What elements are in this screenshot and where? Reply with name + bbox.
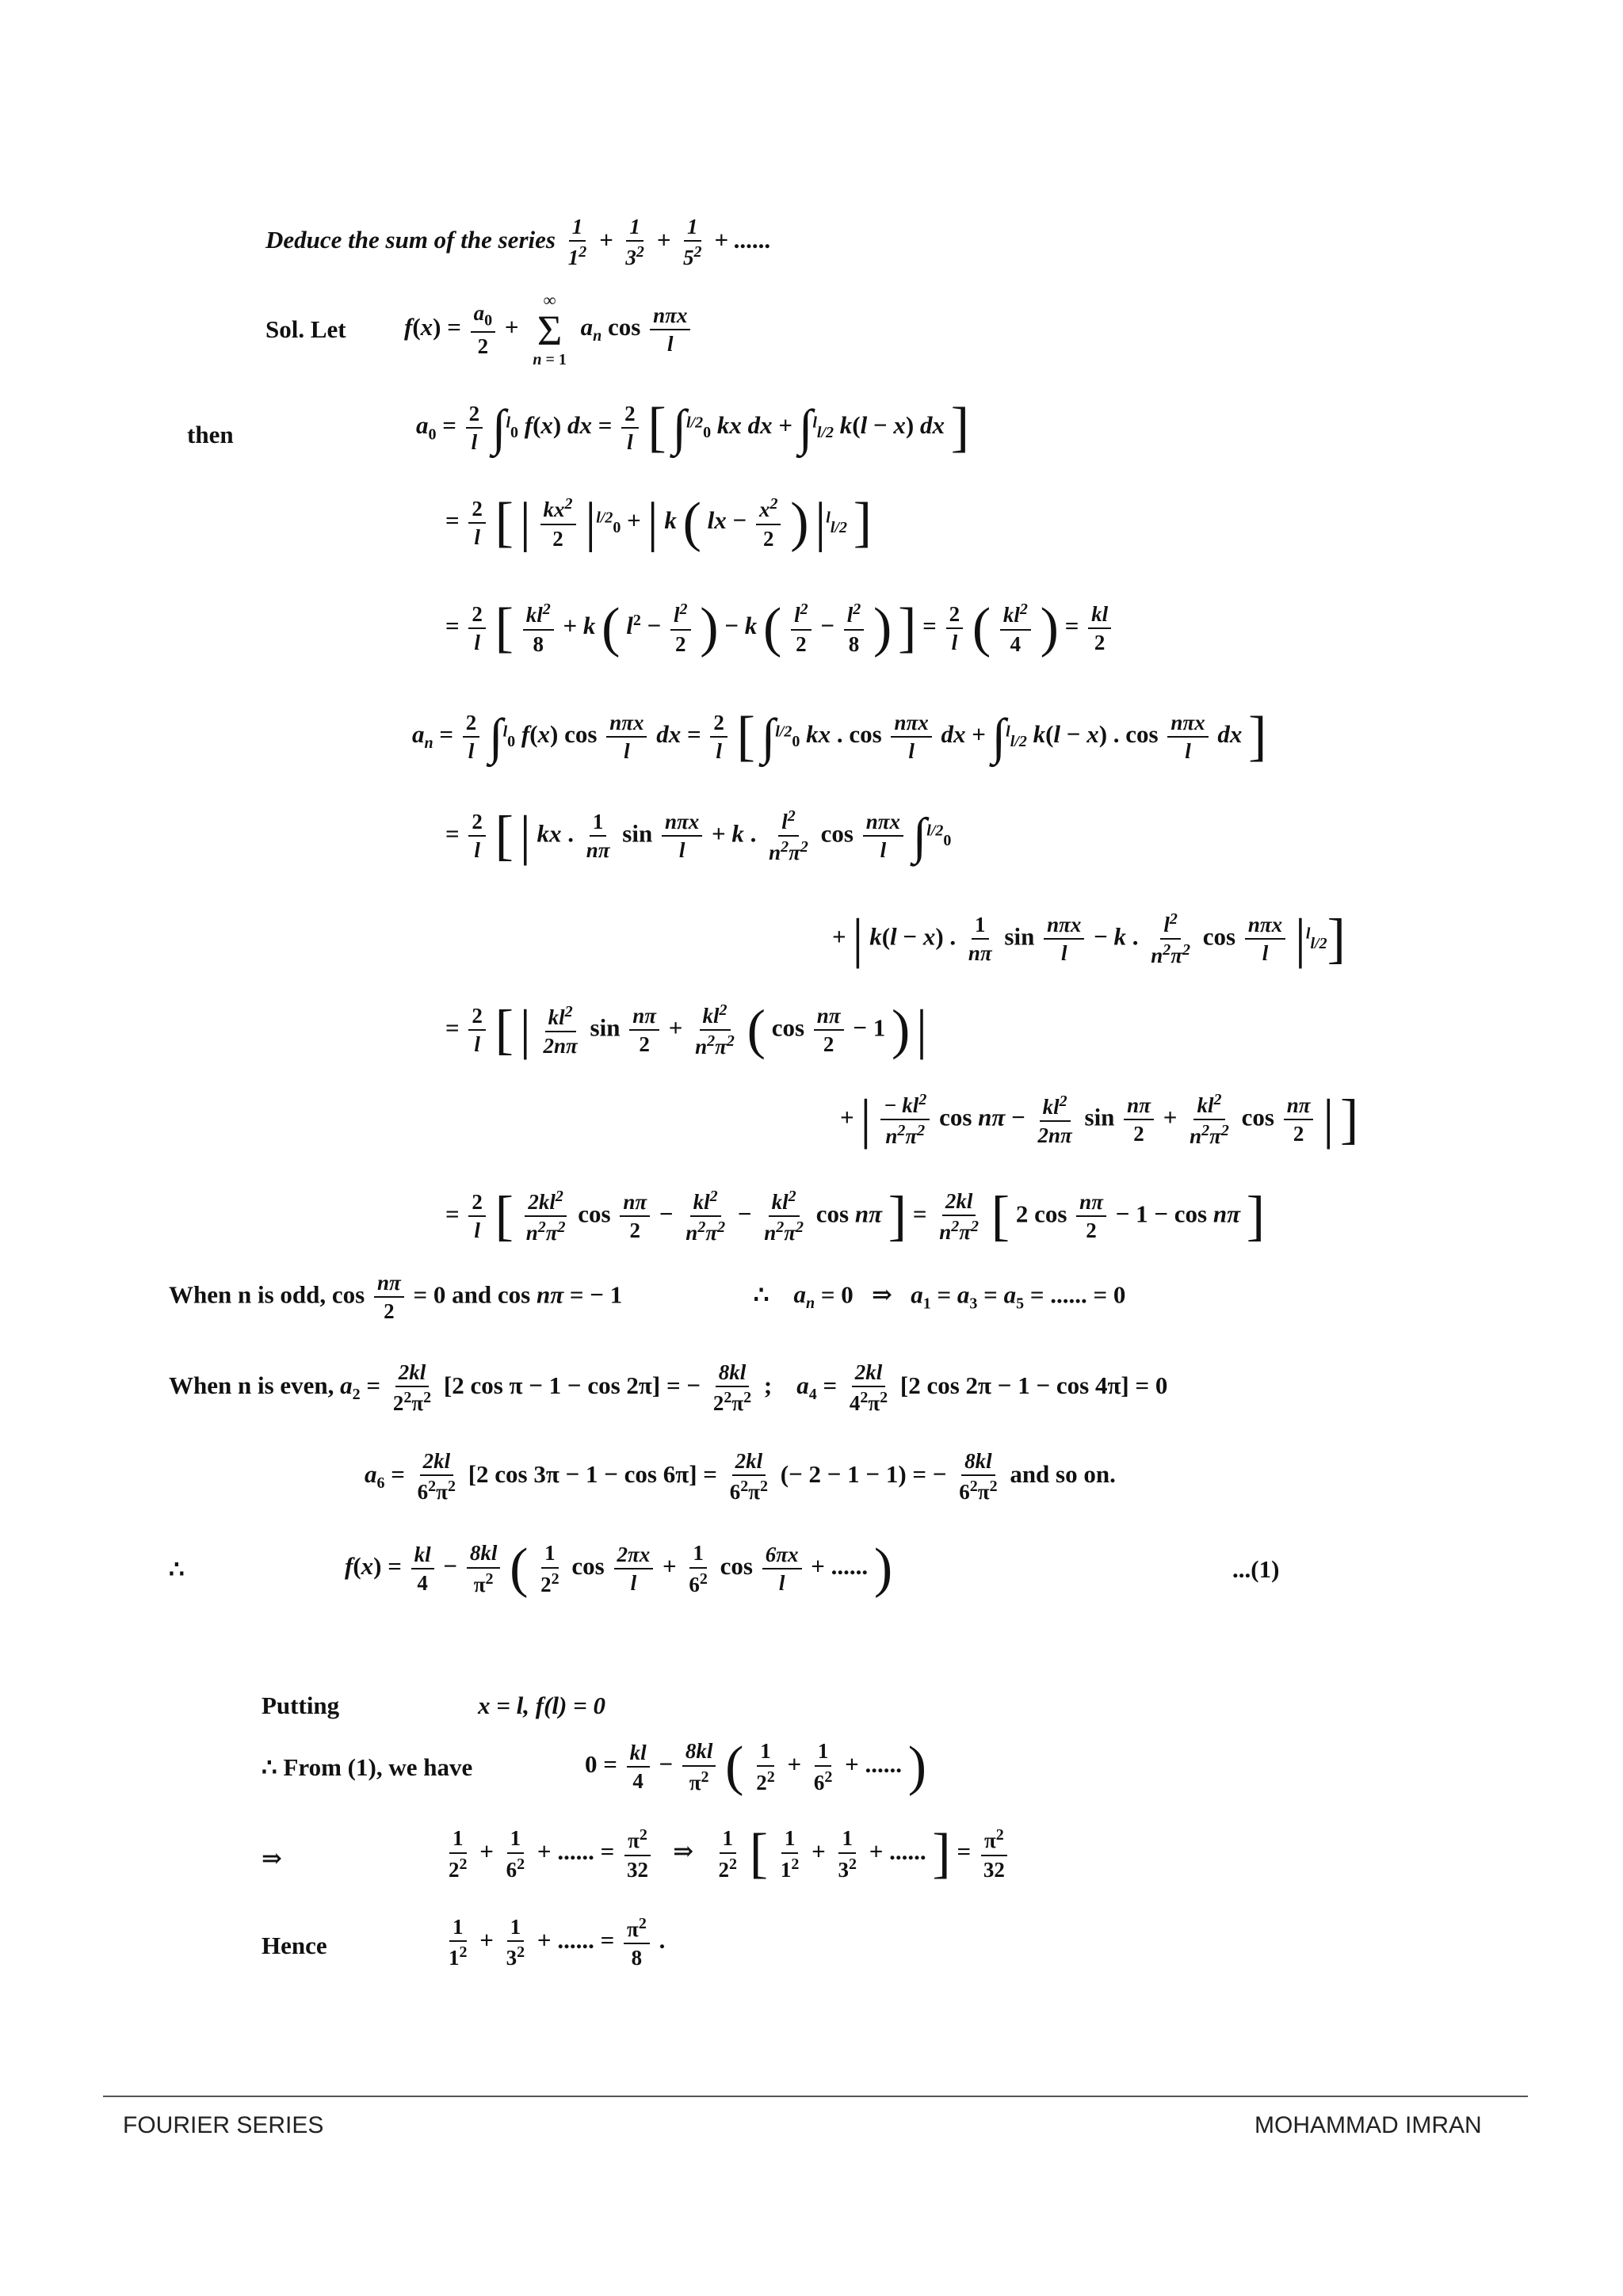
an-equation-line-5: + | $\frac{- kl^2}{n^2\pi^2}$ cos nπ − $\frac{kl^2}{2n\pi}$ sin $\frac{n\pi}{2}$ + $\frac{kl^2}{n^2\pi^2}$ cos $\frac{n\pi}{2}$ | ]	[840, 1089, 1359, 1150]
odd-case-label: When n is odd,	[169, 1280, 327, 1309]
implies-equation: $\frac{1}{2^2}$ + $\frac{1}{6^2}$ + ...... = $\frac{\pi^2}{32}$ ⇒ $\frac{1}{2^2}$ [ $\frac{1}{1^2}$ + $\frac{1}{3^2}$ + ...... ] = $\frac{\pi^2}{32}$	[442, 1826, 1011, 1882]
an-equation-line-4: = $\frac{2}{l}$ [ | $\frac{kl^2}{2n\pi}$ sin $\frac{n\pi}{2}$ + $\frac{kl^2}{n^2\pi^2}$ ( cos $\frac{n\pi}{2}$ − 1 ) |	[445, 999, 928, 1061]
an-equation-line-6: = $\frac{2}{l}$ [ $\frac{2kl^2}{n^2\pi^2}$ cos $\frac{n\pi}{2}$ − $\frac{kl^2}{n^2\pi^2}$ − $\frac{kl^2}{n^2\pi^2}$ cos nπ ] = $\frac{2kl}{n^2\pi^2}$ [ 2 cos $\frac{n\pi}{2}$ − 1 − cos nπ ]	[445, 1185, 1266, 1247]
footer-left: FOURIER SERIES	[123, 2112, 324, 2138]
a0-equation-line-2: = $\frac{2}{l}$ [ | $\frac{kx^2}{2}$ $|^{l/2}_0$ + | k ( lx − $\frac{x^2}{2}$ ) $|^l_{l/2}$ ]	[445, 492, 873, 553]
an-equation-line-3: + | k(l − x) . $\frac{1}{n\pi}$ sin $\frac{\text{nπx}}{l}$ − k . $\frac{l^2}{n^2\pi^2}$ cos $\frac{\text{nπx}}{l}$ $|^l_{l/2}$]	[832, 908, 1346, 970]
therefore-symbol: ∴	[169, 1555, 185, 1583]
problem-statement: Deduce the sum of the series $\frac{1}{1^2}$ + $\frac{1}{3^2}$ + $\frac{1}{5^2}$ + ......	[265, 215, 772, 270]
footer-right: MOHAMMAD IMRAN	[1254, 2112, 1482, 2138]
footer-divider	[103, 2096, 1528, 2097]
a0-equation-line-3: = $\frac{2}{l}$ [ $\frac{kl^2}{8}$ + k ( $l^2$ − $\frac{l^2}{2}$ ) − k ( $\frac{l^2}{2}$ − $\frac{l^2}{8}$ ) ] = $\frac{2}{l}$ ( $\frac{kl^2}{4}$ ) = $\frac{kl}{2}$	[445, 601, 1114, 656]
a0-equation-line-1: $a_0$ = $\frac{2}{l}$ ∫$^l_0$ f(x) dx = $\frac{2}{l}$ [ ∫$^{l/2}_0$ kx dx + ∫$^l_{l/2}$ k(l − x) dx ]	[416, 397, 970, 458]
fourier-series-definition: f(x) = $\frac{a_0}{2}$ + ∞ Σ n = 1 $a_n$ cos $\frac{\text{nπx}}{l}$	[404, 292, 693, 368]
even-case-label: When n is even,	[169, 1371, 334, 1399]
equation-tag-1: ...(1)	[1232, 1555, 1280, 1583]
from-equation-1: 0 = $\frac{kl}{4}$ − $\frac{8kl}{\pi^2}$ ( $\frac{1}{2^2}$ + $\frac{1}{6^2}$ + ...... )	[585, 1736, 927, 1797]
hence-equation: $\frac{1}{1^2}$ + $\frac{1}{3^2}$ + ...... = $\frac{\pi^2}{8}$ .	[449, 1915, 666, 1970]
implies-symbol: ⇒	[262, 1844, 282, 1872]
a6-line: $a_6$ = $\frac{2kl}{6^2\pi^2}$ [2 cos 3π − 1 − cos 6π] = $\frac{2kl}{6^2\pi^2}$ (− 2 − 1 − 1) = − $\frac{8kl}{6^2\pi^2}$ and so on.	[365, 1449, 1116, 1505]
fx-result: f(x) = $\frac{kl}{4}$ − $\frac{8kl}{\pi^2}$ ( $\frac{1}{2^2}$ cos $\frac{2\pi x}{l}$ + $\frac{1}{6^2}$ cos $\frac{6\pi x}{l}$ + ...... )	[345, 1538, 893, 1599]
solution-label: Sol. Let	[265, 315, 346, 343]
hence-label: Hence	[262, 1932, 327, 1959]
from-equation-1-label: ∴ From (1), we have	[262, 1753, 473, 1781]
even-case-line: When n is even, $a_2$ = $\frac{2kl}{2^2\pi^2}$ [2 cos π − 1 − cos 2π] = − $\frac{8kl}{2^2\pi^2}$ ; $a_4$ = $\frac{2kl}{4^2\pi^2}$ [2 cos 2π − 1 − cos 4π] = 0	[169, 1360, 1168, 1416]
an-equation-line-2: = $\frac{2}{l}$ [ | kx . $\frac{1}{n\pi}$ sin $\frac{\text{nπx}}{l}$ + k . $\frac{l^2}{n^2\pi^2}$ cos $\frac{\text{nπx}}{l}$ ∫$^{l/2}_0$	[445, 805, 952, 867]
odd-case-line: When n is odd, cos $\frac{n\pi}{2}$ = 0 and cos nπ = − 1 ∴ $a_n = 0$ ⇒ $a_1 = a_3 = a_5$ = ...... = 0	[169, 1271, 1126, 1324]
problem-statement-text: Deduce the sum of the series	[265, 225, 556, 254]
an-equation-line-1: $a_n$ = $\frac{2}{l}$ ∫$^l_0$ f(x) cos $\frac{\text{nπx}}{l}$ dx = $\frac{2}{l}$ [ ∫$^{l/2}_0$ kx . cos $\frac{\text{nπx}}{l}$ dx + ∫$^l_{l/2}$ k(l − x) . cos $\frac{\text{nπx}}{l}$ dx ]	[412, 706, 1267, 767]
putting-text: x = l, f(l) = 0	[478, 1691, 606, 1719]
putting-label: Putting	[262, 1691, 340, 1719]
then-label: then	[187, 421, 234, 448]
